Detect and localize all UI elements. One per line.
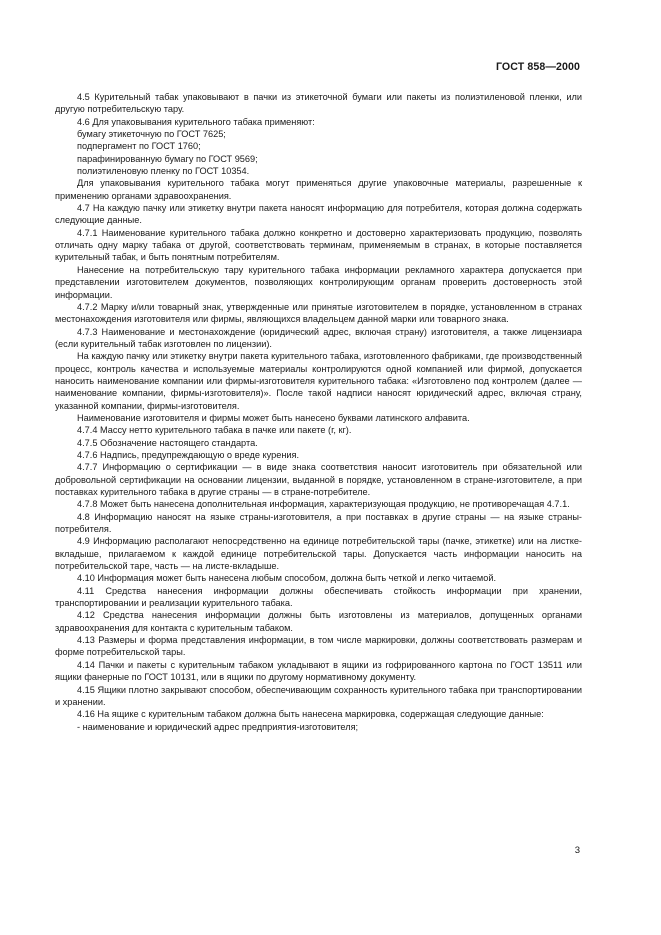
paragraph-4-7-7: 4.7.7 Информацию о сертификации — в виде знака соответствия наносит изготовитель при обязательной или добровольной сертификации на основании лицензии, выданной в порядке, установленном в стране-изготовителе, а при поставках курительного табака в другие страны — в стране-потребителе. <box>55 462 582 497</box>
paragraph-4-7-8: 4.7.8 Может быть нанесена дополнительная информация, характеризующая продукцию, не противоречащая 4.7.1. <box>77 499 570 510</box>
paragraph: На каждую пачку или этикетку внутри пакета курительного табака, изготовленного фабриками, где производственный процесс, контроль качества и используемые материалы контролируются одной компанией или фирмой, допускается наносить наименование компании или фирмы-изготовителя курительного табака: «Изготовлено под контролем (далее — наименование компании, фирмы-изготовителя)». После такой надписи наносят юридический адрес, включая страну, указанной компании, фирмы-изготовителя. <box>55 351 582 411</box>
paragraph-4-14: 4.14 Пачки и пакеты с курительным табаком укладывают в ящики из гофрированного картона по ГОСТ 13511 или ящики фанерные по ГОСТ 10131, или в ящики по другому нормативному документу. <box>55 659 582 683</box>
page-number: 3 <box>574 845 580 856</box>
paragraph-4-7-2: 4.7.2 Марку и/или товарный знак, утвержденные или принятые изготовителем в порядке, установленном в странах местонахождения изготовителя или фирмы, являющихся владельцем данной марки или товарного знака. <box>55 301 582 325</box>
document-code: ГОСТ 858—2000 <box>495 61 580 73</box>
paragraph-4-6: 4.6 Для упаковывания курительного табака применяют: <box>77 116 315 127</box>
paragraph: Наименование изготовителя и фирмы может быть нанесено буквами латинского алфавита. <box>77 412 470 423</box>
paragraph-4-11: 4.11 Средства нанесения информации должны обеспечивать стойкость информации при хранении, транспортировании и реализации курительного табака. <box>55 585 582 609</box>
paragraph-4-9: 4.9 Информацию располагают непосредственно на единице потребительской тары (пачке, этикетке) или на листке-вкладыше, прилагаемом к каждой единице потребительской тары. Допускается часть информации наносить на потребительской таре, часть — на листе-вкладыше. <box>55 536 582 572</box>
paragraph-4-12: 4.12 Средства нанесения информации должны быть изготовлены из материалов, допущенных органами здравоохранения для контакта с курительным табаком. <box>55 610 582 633</box>
paragraph-4-8: 4.8 Информацию наносят на языке страны-изготовителя, а при поставках в другие страны — на языке страны-потребителя. <box>55 511 582 535</box>
paragraph-4-13: 4.13 Размеры и форма представления информации, в том числе маркировки, должны соответствовать размерам и форме потребительской тары. <box>55 635 582 658</box>
paragraph-4-5: 4.5 Курительный табак упаковывают в пачки из этикеточной бумаги или пакеты из полиэтиленовой пленки, или другую потребительскую тару. <box>55 92 582 115</box>
list-item: бумагу этикеточную по ГОСТ 7625; <box>77 129 226 140</box>
paragraph-4-7-1: 4.7.1 Наименование курительного табака должно конкретно и достоверно характеризовать продукцию, позволять отличать одну марку табака от другой, соответствовать терминам, применяемым в странах, в которые поставляется курительный табак, и быть понятным потребителям. <box>55 227 582 263</box>
paragraph-4-7-5: 4.7.5 Обозначение настоящего стандарта. <box>77 437 258 448</box>
paragraph: Для упаковывания курительного табака могут применяться другие упаковочные материалы, разрешенные к применению органами здравоохранения. <box>55 178 582 201</box>
paragraph-4-15: 4.15 Ящики плотно закрывают способом, обеспечивающим сохранность курительного табака при транспортировании и хранении. <box>55 684 582 707</box>
paragraph-4-7-6: 4.7.6 Надпись, предупреждающую о вреде курения. <box>77 449 300 460</box>
list-item: парафинированную бумагу по ГОСТ 9569; <box>77 153 258 164</box>
paragraph-4-16: 4.16 На ящике с курительным табаком должна быть нанесена маркировка, содержащая следующие данные: <box>77 709 544 720</box>
paragraph-4-7-3: 4.7.3 Наименование и местонахождение (юридический адрес, включая страну) изготовителя, а также лицензиара (если курительный табак изготовлен по лицензии). <box>55 326 582 349</box>
paragraph-4-7: 4.7 На каждую пачку или этикетку внутри пакета наносят информацию для потребителя, которая должна содержать следующие данные. <box>55 203 582 226</box>
paragraph: Нанесение на потребительскую тару курительного табака информации рекламного характера допускается при представлении изготовителем документов, позволяющих контролирующим органам проверить достоверность этой информации. <box>55 264 582 300</box>
document-body <box>55 91 582 733</box>
dash-list-item: - наименование и юридический адрес предприятия-изготовителя; <box>77 721 359 732</box>
paragraph-4-7-4: 4.7.4 Массу нетто курительного табака в пачке или пакете (г, кг). <box>77 425 352 436</box>
list-item: подпергамент по ГОСТ 1760; <box>77 141 201 152</box>
paragraph-4-10: 4.10 Информация может быть нанесена любым способом, должна быть четкой и легко читаемой. <box>77 573 497 584</box>
list-item: полиэтиленовую пленку по ГОСТ 10354. <box>77 166 250 177</box>
